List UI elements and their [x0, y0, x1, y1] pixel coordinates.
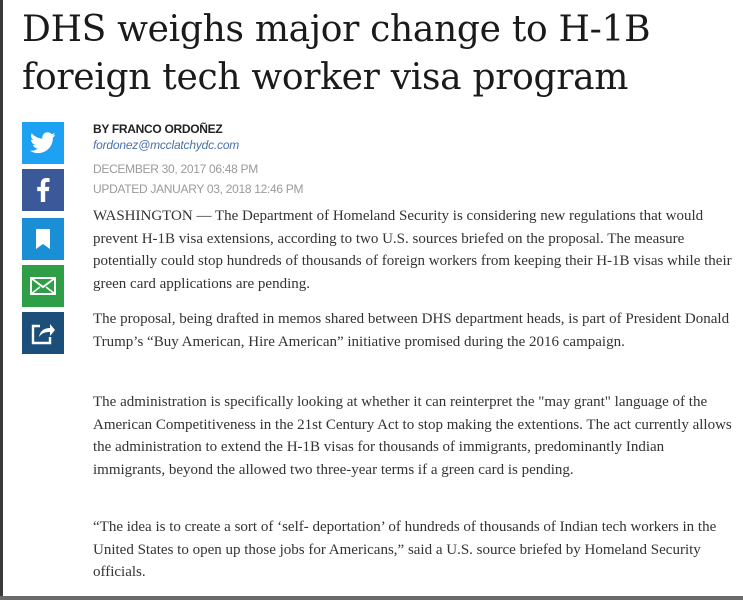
share-twitter-button[interactable]: [22, 122, 64, 164]
article-paragraph: “The idea is to create a sort of ‘self- deportation’ of hundreds of thousands of Indian tech workers in the United States to open up those jobs for Americans,” said a U.S. source briefed by Homeland Security officials.: [93, 519, 717, 580]
share-email-button[interactable]: [22, 265, 64, 307]
facebook-icon: [36, 178, 50, 202]
updated-date: UPDATED JANUARY 03, 2018 12:46 PM: [93, 182, 304, 196]
share-facebook-button[interactable]: [22, 169, 64, 211]
article-paragraph: WASHINGTON — The Department of Homeland Security is considering new regulations that would prevent H-1B visa extensions, according to two U.S. sources briefed on the proposal. The measure potentially could stop hundreds of thousands of foreign workers from keeping their H-1B visas while their green card applications are pending.: [93, 208, 732, 292]
published-date: DECEMBER 30, 2017 06:48 PM: [93, 162, 258, 176]
share-bookmark-button[interactable]: [22, 218, 64, 260]
window-left-edge: [0, 0, 3, 600]
share-forward-icon: [30, 321, 56, 345]
twitter-icon: [30, 132, 56, 154]
email-icon: [30, 277, 56, 295]
share-forward-button[interactable]: [22, 312, 64, 354]
author-byline: BY FRANCO ORDOÑEZ: [93, 122, 223, 136]
bookmark-icon: [36, 229, 50, 249]
author-email-link[interactable]: fordonez@mcclatchydc.com: [93, 138, 240, 152]
article-paragraph: The proposal, being drafted in memos shared between DHS department heads, is part of President Donald Trump’s “Buy American, Hire American” initiative promised during the 2016 campaign.: [93, 311, 730, 350]
article-paragraph: The administration is specifically looking at whether it can reinterpret the "may grant" language of the American Competitiveness in the 21st Century Act to stop making the extentions. The act currently allows the administration to extend the H-1B visas for thousands of immigrants, predominantly Indian immigrants, beyond the allowed two three-year terms if a green card is pending.: [93, 394, 732, 478]
window-bottom-edge: [0, 596, 743, 600]
article-headline: DHS weighs major change to H-1B foreign tech worker visa program: [22, 9, 651, 98]
